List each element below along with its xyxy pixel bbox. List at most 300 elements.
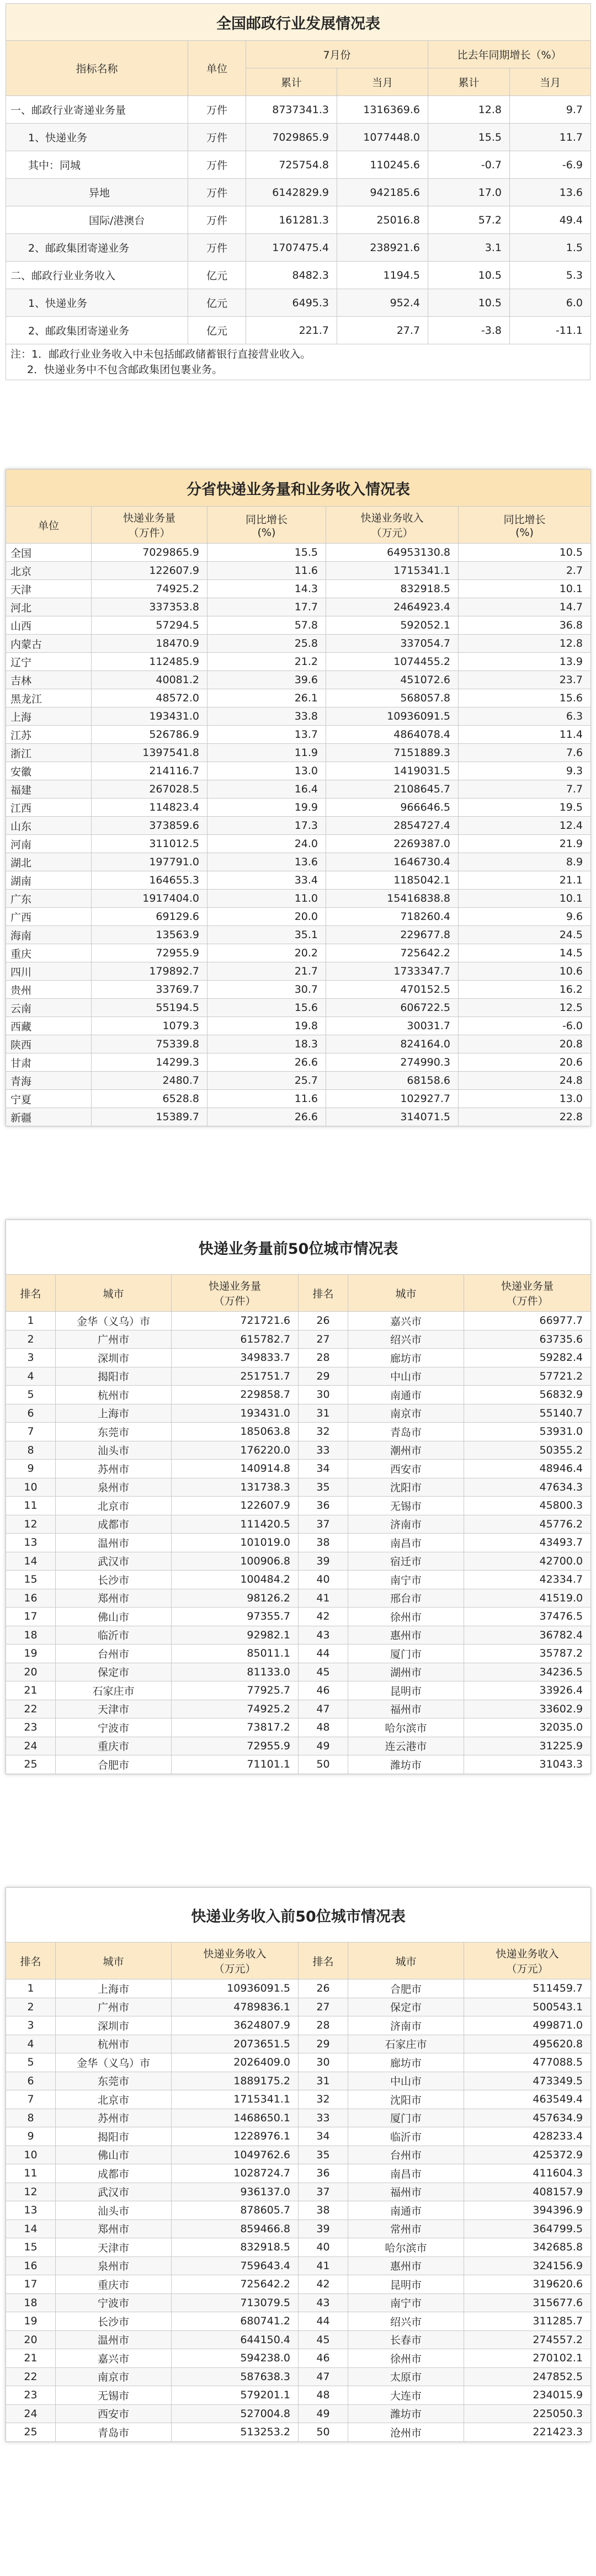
- volume-value: 1079.3: [92, 1017, 207, 1035]
- rank-cell: 15: [6, 1571, 56, 1589]
- volume-growth: 26.6: [207, 1053, 326, 1072]
- volume-value: 40081.2: [92, 671, 207, 689]
- volume-value: 48572.0: [92, 689, 207, 707]
- value-cell: 50355.2: [464, 1441, 591, 1460]
- value-cell: 74925.2: [172, 1700, 299, 1718]
- rank-cell: 50: [299, 2423, 348, 2442]
- rank-cell: 44: [299, 2312, 348, 2331]
- value-cell: 721721.6: [172, 1312, 299, 1330]
- value-cell: 31225.9: [464, 1737, 591, 1755]
- growth-current: -6.9: [510, 151, 591, 179]
- value-cell: 1228976.1: [172, 2127, 299, 2146]
- unit-cell: 亿元: [188, 289, 246, 317]
- value-cell: 349833.7: [172, 1349, 299, 1367]
- value-cell: 473349.5: [464, 2072, 591, 2090]
- value-cell: 511459.7: [464, 1979, 591, 1998]
- rank-cell: 11: [6, 1497, 56, 1515]
- table-row: [6, 780, 591, 799]
- table-row: [6, 1534, 591, 1552]
- rank-cell: 39: [299, 2220, 348, 2238]
- header-revenue-unit: （万元）: [214, 1963, 256, 1975]
- volume-value: 74925.2: [92, 580, 207, 598]
- rank-cell: 29: [299, 1367, 348, 1386]
- table-row: [6, 1700, 591, 1718]
- table-row: [6, 1330, 591, 1349]
- value-cell: 48946.4: [464, 1460, 591, 1478]
- rank-cell: 16: [6, 2256, 56, 2275]
- province-name: 宁夏: [6, 1090, 92, 1108]
- volume-value: 15389.7: [92, 1108, 207, 1126]
- header-revenue-label-2: 快递业务收入: [496, 1948, 559, 1960]
- revenue-growth: 9.3: [459, 762, 591, 780]
- revenue-growth: 2.7: [459, 562, 591, 580]
- volume-growth: 11.6: [207, 562, 326, 580]
- table-row: [6, 890, 591, 908]
- volume-growth: 13.0: [207, 762, 326, 780]
- city-name: 深圳市: [56, 2016, 172, 2035]
- volume-value: 337353.8: [92, 598, 207, 616]
- volume-value: 72955.9: [92, 944, 207, 962]
- city-name: 沧州市: [348, 2423, 464, 2442]
- value-cell: 71101.1: [172, 1755, 299, 1774]
- city-name: 合肥市: [348, 1979, 464, 1998]
- current-value: 1316369.6: [337, 96, 428, 124]
- rank-cell: 6: [6, 2072, 56, 2090]
- city-name: 哈尔滨市: [348, 1718, 464, 1737]
- value-cell: 225050.3: [464, 2404, 591, 2423]
- city-name: 台州市: [56, 1644, 172, 1663]
- unit-cell: 万件: [188, 96, 246, 124]
- value-cell: 499871.0: [464, 2016, 591, 2035]
- rank-cell: 3: [6, 1349, 56, 1367]
- city-name: 重庆市: [56, 1737, 172, 1755]
- volume-value: 18470.9: [92, 635, 207, 653]
- table-row: [6, 2146, 591, 2164]
- revenue-value: 337054.7: [326, 635, 459, 653]
- city-name: 邢台市: [348, 1589, 464, 1608]
- province-name: 湖南: [6, 871, 92, 890]
- table-row: [6, 2220, 591, 2238]
- province-name: 江西: [6, 799, 92, 817]
- rank-cell: 43: [299, 1626, 348, 1644]
- table-row: [6, 2404, 591, 2423]
- unit-cell: 万件: [188, 124, 246, 151]
- province-name: 上海: [6, 707, 92, 726]
- revenue-value: 68158.6: [326, 1072, 459, 1090]
- table-row: [6, 124, 591, 151]
- revenue-value: 274990.3: [326, 1053, 459, 1072]
- rank-cell: 34: [299, 1460, 348, 1478]
- table-row: [6, 562, 591, 580]
- value-cell: 33602.9: [464, 1700, 591, 1718]
- revenue-value: 15416838.8: [326, 890, 459, 908]
- value-cell: 100906.8: [172, 1552, 299, 1571]
- cumulative-value: 6142829.9: [246, 179, 337, 206]
- city-name: 昆明市: [348, 2275, 464, 2294]
- rank-cell: 26: [299, 1979, 348, 1998]
- table-row: [6, 1589, 591, 1608]
- value-cell: 725642.2: [172, 2275, 299, 2294]
- city-name: 金华（义乌）市: [56, 2053, 172, 2072]
- table-row: [6, 2312, 591, 2331]
- value-cell: 644150.4: [172, 2330, 299, 2349]
- current-value: 110245.6: [337, 151, 428, 179]
- table-row: [6, 234, 591, 262]
- volume-growth: 13.6: [207, 853, 326, 871]
- current-value: 1077448.0: [337, 124, 428, 151]
- header-revenue-growth-label: 同比增长: [503, 513, 546, 526]
- header-volume-growth: [207, 507, 326, 544]
- city-name: 青岛市: [56, 2423, 172, 2442]
- city-name: 长沙市: [56, 2312, 172, 2331]
- rank-cell: 42: [299, 2275, 348, 2294]
- value-cell: 72955.9: [172, 1737, 299, 1755]
- volume-growth: 19.8: [207, 1017, 326, 1035]
- value-cell: 342685.8: [464, 2238, 591, 2257]
- value-cell: 1028724.7: [172, 2164, 299, 2183]
- city-name: 临沂市: [56, 1626, 172, 1644]
- table-row: [6, 635, 591, 653]
- header-rank: 排名: [6, 1942, 56, 1979]
- province-name: 重庆: [6, 944, 92, 962]
- table-row: [6, 1312, 591, 1330]
- volume-growth: 57.8: [207, 616, 326, 635]
- rank-cell: 41: [299, 1589, 348, 1608]
- value-cell: 56832.9: [464, 1386, 591, 1404]
- rank-cell: 19: [6, 1644, 56, 1663]
- city-name: 武汉市: [56, 1552, 172, 1571]
- revenue-value: 2108645.7: [326, 780, 459, 799]
- city-name: 厦门市: [348, 1644, 464, 1663]
- city-name: 广州市: [56, 1998, 172, 2016]
- province-name: 云南: [6, 999, 92, 1017]
- revenue-growth: 10.6: [459, 962, 591, 981]
- header-indicator: 指标名称: [6, 41, 188, 96]
- revenue-growth: 12.4: [459, 817, 591, 835]
- rank-cell: 1: [6, 1979, 56, 1998]
- city-name: 南宁市: [348, 1571, 464, 1589]
- rank-cell: 32: [299, 2090, 348, 2109]
- value-cell: 10936091.5: [172, 1979, 299, 1998]
- indicator-name: 2、邮政集团寄递业务: [6, 234, 188, 262]
- value-cell: 55140.7: [464, 1404, 591, 1423]
- value-cell: 81133.0: [172, 1663, 299, 1681]
- table-row: [6, 835, 591, 853]
- revenue-value: 1074455.2: [326, 653, 459, 671]
- rank-cell: 35: [299, 1478, 348, 1497]
- revenue-value: 2854727.4: [326, 817, 459, 835]
- current-value: 27.7: [337, 317, 428, 344]
- value-cell: 457634.9: [464, 2109, 591, 2127]
- value-cell: 47634.3: [464, 1478, 591, 1497]
- city-name: 苏州市: [56, 2109, 172, 2127]
- table-row: [6, 689, 591, 707]
- rank-cell: 45: [299, 2330, 348, 2349]
- value-cell: 579201.1: [172, 2386, 299, 2405]
- table-row: [6, 1626, 591, 1644]
- revenue-growth: 11.4: [459, 726, 591, 744]
- rank-cell: 30: [299, 2053, 348, 2072]
- rank-cell: 3: [6, 2016, 56, 2035]
- rank-cell: 32: [299, 1423, 348, 1441]
- revenue-growth: -6.0: [459, 1017, 591, 1035]
- rank-cell: 24: [6, 1737, 56, 1755]
- province-name: 河南: [6, 835, 92, 853]
- rank-cell: 8: [6, 2109, 56, 2127]
- volume-value: 311012.5: [92, 835, 207, 853]
- header-volume-unit: （万件）: [128, 527, 171, 539]
- revenue-value: 1185042.1: [326, 871, 459, 890]
- header-revenue: [172, 1942, 299, 1979]
- city-name: 无锡市: [56, 2386, 172, 2405]
- city-name: 汕头市: [56, 1441, 172, 1460]
- table-row: [6, 1644, 591, 1663]
- volume-growth: 25.8: [207, 635, 326, 653]
- table-row: [6, 1737, 591, 1755]
- table-title: 全国邮政行业发展情况表: [6, 4, 591, 41]
- rank-cell: 4: [6, 2035, 56, 2053]
- city-name: 太原市: [348, 2367, 464, 2386]
- volume-value: 69129.6: [92, 908, 207, 926]
- table-row: [6, 1423, 591, 1441]
- table-row: [6, 2238, 591, 2257]
- growth-cumulative: 3.1: [428, 234, 510, 262]
- city-name: 西安市: [56, 2404, 172, 2423]
- city-name: 徐州市: [348, 1608, 464, 1626]
- city-name: 台州市: [348, 2146, 464, 2164]
- rank-cell: 23: [6, 2386, 56, 2405]
- value-cell: 41519.0: [464, 1589, 591, 1608]
- province-name: 山西: [6, 616, 92, 635]
- growth-current: 49.4: [510, 206, 591, 234]
- rank-cell: 45: [299, 1663, 348, 1681]
- volume-value: 1917404.0: [92, 890, 207, 908]
- city-name: 深圳市: [56, 1349, 172, 1367]
- revenue-value: 606722.5: [326, 999, 459, 1017]
- value-cell: 45776.2: [464, 1515, 591, 1534]
- province-table: [6, 469, 591, 1126]
- province-name: 西藏: [6, 1017, 92, 1035]
- current-value: 942185.6: [337, 179, 428, 206]
- city-name: 长沙市: [56, 1571, 172, 1589]
- revenue-value: 314071.5: [326, 1108, 459, 1126]
- unit-cell: 万件: [188, 151, 246, 179]
- rank-cell: 31: [299, 1404, 348, 1423]
- value-cell: 3624807.9: [172, 2016, 299, 2035]
- value-cell: 101019.0: [172, 1534, 299, 1552]
- growth-cumulative: 12.8: [428, 96, 510, 124]
- value-cell: 1889175.2: [172, 2072, 299, 2090]
- rank-cell: 17: [6, 1608, 56, 1626]
- table-row: [6, 762, 591, 780]
- value-cell: 2073651.5: [172, 2035, 299, 2053]
- volume-value: 526786.9: [92, 726, 207, 744]
- header-city: 城市: [56, 1275, 172, 1312]
- value-cell: 527004.8: [172, 2404, 299, 2423]
- volume-growth: 14.3: [207, 580, 326, 598]
- header-city-2: 城市: [348, 1942, 464, 1979]
- rank-cell: 21: [6, 1681, 56, 1700]
- volume-growth: 33.4: [207, 871, 326, 890]
- city-name: 南昌市: [348, 2164, 464, 2183]
- rank-cell: 10: [6, 1478, 56, 1497]
- note-2: 2．快递业务中不包含邮政集团包裹业务。: [27, 364, 223, 376]
- table-row: [6, 1386, 591, 1404]
- table-row: [6, 1349, 591, 1367]
- city-name: 湖州市: [348, 1663, 464, 1681]
- value-cell: 77925.7: [172, 1681, 299, 1700]
- volume-value: 373859.6: [92, 817, 207, 835]
- value-cell: 270102.1: [464, 2349, 591, 2368]
- growth-current: 5.3: [510, 262, 591, 289]
- city-name: 福州市: [348, 1700, 464, 1718]
- province-name: 甘肃: [6, 1053, 92, 1072]
- rank-cell: 39: [299, 1552, 348, 1571]
- revenue-value: 64953130.8: [326, 544, 459, 562]
- province-name: 山东: [6, 817, 92, 835]
- rank-cell: 49: [299, 1737, 348, 1755]
- rank-cell: 2: [6, 1330, 56, 1349]
- header-volume: [172, 1275, 299, 1312]
- rank-cell: 15: [6, 2238, 56, 2257]
- growth-cumulative: 10.5: [428, 262, 510, 289]
- city-name: 昆明市: [348, 1681, 464, 1700]
- city-name: 泉州市: [56, 2256, 172, 2275]
- table-row: [6, 2423, 591, 2442]
- volume-growth: 26.6: [207, 1108, 326, 1126]
- table-row: [6, 1367, 591, 1386]
- city-name: 嘉兴市: [348, 1312, 464, 1330]
- volume-value: 14299.3: [92, 1053, 207, 1072]
- province-name: 青海: [6, 1072, 92, 1090]
- table-row: [6, 151, 591, 179]
- growth-current: 1.5: [510, 234, 591, 262]
- rank-cell: 30: [299, 1386, 348, 1404]
- rank-cell: 20: [6, 2330, 56, 2349]
- table-row: [6, 2016, 591, 2035]
- volume-growth: 11.9: [207, 744, 326, 762]
- city-name: 哈尔滨市: [348, 2238, 464, 2257]
- city-name: 南京市: [56, 2367, 172, 2386]
- province-table-section: [6, 469, 590, 1126]
- revenue-value: 725642.2: [326, 944, 459, 962]
- cumulative-value: 8482.3: [246, 262, 337, 289]
- value-cell: 36782.4: [464, 1626, 591, 1644]
- value-cell: 324156.9: [464, 2256, 591, 2275]
- revenue-growth: 14.5: [459, 944, 591, 962]
- city-name: 保定市: [56, 1663, 172, 1681]
- volume-value: 214116.7: [92, 762, 207, 780]
- city-name: 济南市: [348, 2016, 464, 2035]
- value-cell: 495620.8: [464, 2035, 591, 2053]
- header-unit: 单位: [188, 41, 246, 96]
- province-name: 天津: [6, 580, 92, 598]
- volume-growth: 35.1: [207, 926, 326, 944]
- header-volume-growth-unit: (%): [257, 526, 276, 539]
- revenue-value: 592052.1: [326, 616, 459, 635]
- volume-value: 57294.5: [92, 616, 207, 635]
- volume-value: 55194.5: [92, 999, 207, 1017]
- header-volume-unit: （万件）: [214, 1295, 256, 1307]
- city-name: 石家庄市: [56, 1681, 172, 1700]
- unit-cell: 万件: [188, 179, 246, 206]
- city-name: 潍坊市: [348, 1755, 464, 1774]
- city-name: 厦门市: [348, 2109, 464, 2127]
- value-cell: 425372.9: [464, 2146, 591, 2164]
- table-row: [6, 744, 591, 762]
- header-revenue: [326, 507, 459, 544]
- city-name: 南通市: [348, 2201, 464, 2220]
- table-row: [6, 871, 591, 890]
- rank-cell: 2: [6, 1998, 56, 2016]
- rank-cell: 40: [299, 1571, 348, 1589]
- table-row: [6, 999, 591, 1017]
- value-cell: 713079.5: [172, 2293, 299, 2312]
- table-row: [6, 1571, 591, 1589]
- header-growth-cumulative: 累计: [428, 68, 510, 96]
- rank-cell: 14: [6, 1552, 56, 1571]
- rank-cell: 40: [299, 2238, 348, 2257]
- current-value: 952.4: [337, 289, 428, 317]
- table-row: [6, 1072, 591, 1090]
- volume-value: 197791.0: [92, 853, 207, 871]
- city-name: 温州市: [56, 2330, 172, 2349]
- value-cell: 98126.2: [172, 1589, 299, 1608]
- value-cell: 311285.7: [464, 2312, 591, 2331]
- revenue-growth: 21.1: [459, 871, 591, 890]
- table-row: [6, 653, 591, 671]
- table-row: [6, 598, 591, 616]
- value-cell: 42700.0: [464, 1552, 591, 1571]
- indicator-name: 1、快递业务: [6, 124, 188, 151]
- province-name: 浙江: [6, 744, 92, 762]
- revenue-growth: 21.9: [459, 835, 591, 853]
- table-row: [6, 317, 591, 344]
- city-name: 南京市: [348, 1404, 464, 1423]
- province-name: 江苏: [6, 726, 92, 744]
- rank-cell: 26: [299, 1312, 348, 1330]
- city-name: 泉州市: [56, 1478, 172, 1497]
- volume-value: 33769.7: [92, 981, 207, 999]
- volume-growth: 13.7: [207, 726, 326, 744]
- header-revenue-growth: [459, 507, 591, 544]
- header-revenue-unit-2: （万元）: [506, 1963, 549, 1975]
- revenue-value: 4864078.4: [326, 726, 459, 744]
- city-name: 青岛市: [348, 1423, 464, 1441]
- rank-cell: 20: [6, 1663, 56, 1681]
- table-row: [6, 1608, 591, 1626]
- rank-cell: 13: [6, 2201, 56, 2220]
- rank-cell: 18: [6, 2293, 56, 2312]
- city-name: 沈阳市: [348, 1478, 464, 1497]
- volume-value: 13563.9: [92, 926, 207, 944]
- revenue-growth: 15.6: [459, 689, 591, 707]
- note-1: 注：1．邮政行业业务收入中未包括邮政储蓄银行直接营业收入。: [10, 348, 311, 360]
- province-name: 海南: [6, 926, 92, 944]
- city-name: 福州市: [348, 2183, 464, 2201]
- value-cell: 31043.3: [464, 1755, 591, 1774]
- rank-cell: 41: [299, 2256, 348, 2275]
- rank-cell: 28: [299, 2016, 348, 2035]
- rank-cell: 16: [6, 1589, 56, 1608]
- header-volume: [92, 507, 207, 544]
- value-cell: 251751.7: [172, 1367, 299, 1386]
- volume-value: 7029865.9: [92, 544, 207, 562]
- city-name: 绍兴市: [348, 1330, 464, 1349]
- rank-cell: 18: [6, 1626, 56, 1644]
- revenue-value: 966646.5: [326, 799, 459, 817]
- volume-growth: 33.8: [207, 707, 326, 726]
